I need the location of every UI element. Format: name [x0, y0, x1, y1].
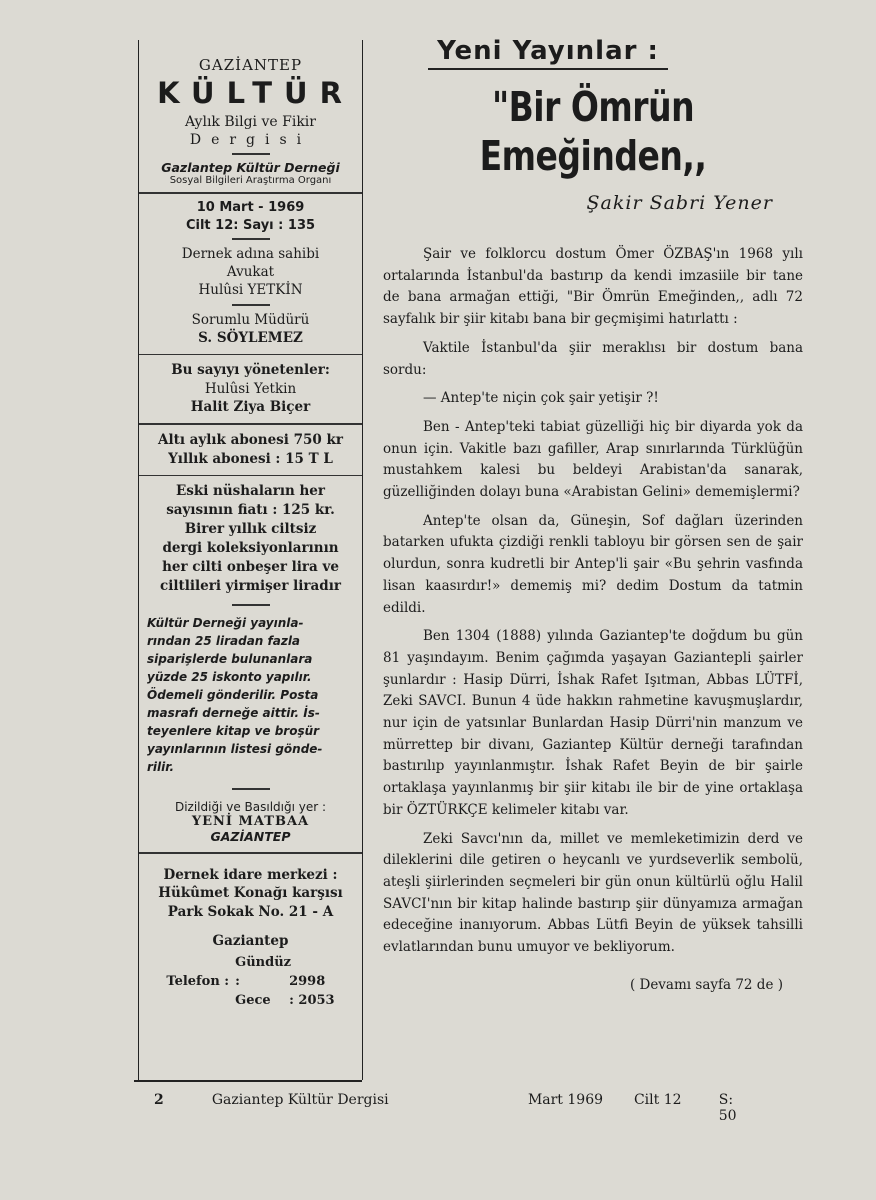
day-label: Gündüz : [235, 954, 292, 989]
article-body [383, 244, 803, 959]
divider [232, 238, 270, 240]
footer-volume: Cilt 12 [633, 1092, 682, 1108]
note-line: yüzde 25 iskonto yapılır. [147, 670, 312, 684]
divider [232, 304, 270, 306]
divider [139, 192, 362, 194]
printer-name: YENİ MATBAA [191, 814, 310, 829]
footer-issue: S: 50 [718, 1092, 737, 1124]
paragraph: Zeki Savcı'nın da, millet ve memleketimizin derd ve dileklerini dile getiren o heycanlı ve yurdseverlik sembolü, ateşli şiirlerinden seçmeleri bir gün onun kültürlü oğlu Halil SAVCI'nın bir kitap halinde bastırıp şiir dünyamıza armağan edeceğine inanıyorum. Abbas Lütfi Beyin de yüksek tahsilli evlatlarından bunu umuyor ve bekliyorum. [383, 830, 803, 956]
divider [139, 423, 362, 425]
paragraph: — Antep'te niçin çok şair yetişir ?! [423, 390, 659, 407]
night-number: : 2053 [289, 992, 335, 1008]
owner-title: Avukat [226, 263, 275, 280]
article-column [383, 36, 803, 993]
magazine-name: GAZİANTEP [198, 56, 303, 74]
article-title: "Bir Ömrün Emeğinden,, [479, 82, 707, 180]
manager-name: Halit Ziya Biçer [190, 399, 311, 415]
address-line: Park Sokak No. 21 - A [167, 903, 334, 920]
organ: Sosyal Bilgileri Araştırma Organı [169, 175, 332, 186]
divider [134, 1080, 362, 1082]
city: Gaziantep [212, 932, 289, 949]
note-line: masrafı derneğe aittir. İs- [147, 706, 320, 720]
manager-name: Hulûsi Yetkin [204, 381, 297, 397]
publisher: Gazlantep Kültür Derneği [161, 160, 340, 175]
note-line: siparişlerde bulunanlara [147, 652, 313, 666]
divider [232, 153, 270, 155]
editor-label: Sorumlu Müdürü [191, 311, 310, 328]
note-line: Ödemeli gönderilir. Posta [147, 688, 319, 702]
issue-volume: Cilt 12: Sayı : 135 [185, 217, 316, 233]
continued-note: ( Devamı sayfa 72 de ) [629, 976, 783, 993]
subscription-six-months: Altı aylık abonesi 750 kr [158, 431, 343, 448]
note-line: Kültür Derneği yayınla- [147, 616, 304, 630]
divider [139, 475, 362, 477]
magazine-title: KÜLTÜR [157, 76, 354, 110]
issue-date: 10 Mart - 1969 [196, 199, 305, 215]
owner-label: Dernek adına sahibi [181, 245, 320, 262]
note-line: teyenlere kitap ve broşür [147, 724, 320, 738]
subscription-yearly: Yıllık abonesi : 15 T L [168, 450, 333, 467]
divider [232, 604, 270, 606]
divider [139, 354, 362, 356]
managers-label: Bu sayıyı yönetenler: [171, 362, 330, 378]
paragraph: Ben 1304 (1888) yılında Gaziantep'te doğdum bu gün 81 yaşındayım. Benim çağımda yaşayan Gaziantepli şairler şunlardır : Hasip Dürri, İshak Rafet Işıtman, Abbas LÜTFİ, Zeki SAVCI. Bunun 4 üde hakkın rahmetine kavuşmuşlardır, nur için de yatsınlar Bunlardan Hasip Dürri'nin manzum ve mürrettep bir divanı, Gaziantep Kültür derneği tarafından bastırılıp yayınlanmıştır. İshak Rafet Beyin de bir şairle ortaklaşa yayınlanmış bir şiir kitabı ile bir de yine ortaklaşa bir ÖZTÜRKÇE kelimeler kitabı var. [383, 628, 803, 818]
old-issues-text: ciltlileri yirmişer liradır [160, 578, 341, 594]
old-issues-text: dergi koleksiyonlarının [162, 540, 339, 556]
paragraph: Ben - Antep'teki tabiat güzelliği hiç bir diyarda yok da onun için. Vakitle bazı gafiller, Arap sınırlarında Türklüğün mustahkem kalesi bu beldeyi Arabistan'da sanarak, güzelliğinden dolayı buna «Arabistan Gelini» dememişlermi? [383, 418, 803, 501]
print-label: Dizildiği ve Basıldığı yer : [174, 800, 327, 814]
address-label: Dernek idare merkezi : [163, 866, 338, 883]
phone-label: Telefon : [166, 973, 230, 989]
printer-city: GAZİANTEP [210, 829, 291, 844]
old-issues-text: Birer yıllık ciltsiz [184, 521, 317, 537]
note-line: rilir. [147, 760, 175, 774]
note-line: yayınlarının listesi gönde- [147, 742, 323, 756]
footer-date: Mart 1969 [527, 1092, 604, 1108]
divider [232, 788, 270, 790]
night-label: Gece [235, 992, 271, 1008]
note-line: rından 25 liradan fazla [147, 634, 301, 648]
magazine-subtitle-2: Dergisi [189, 132, 312, 148]
old-issues-text: her cilti onbeşer lira ve [162, 559, 339, 575]
address-line: Hükûmet Konağı karşısı [158, 884, 343, 901]
page-number: 2 [154, 1092, 164, 1108]
footer-journal: Gaziantep Kültür Dergisi [211, 1092, 389, 1108]
article-author: Şakir Sabri Yener [586, 192, 773, 214]
masthead-column [138, 40, 363, 1080]
phone-block [139, 953, 362, 1010]
section-heading: Yeni Yayınlar : [428, 36, 668, 70]
owner-name: Hulûsi YETKİN [198, 281, 303, 298]
editor-name: S. SÖYLEMEZ [198, 329, 303, 346]
page-footer [154, 1092, 754, 1124]
orders-note [139, 614, 362, 776]
magazine-subtitle: Aylık Bilgi ve Fikir [185, 114, 316, 130]
paragraph: Antep'te olsan da, Güneşin, Sof dağları üzerinden batarken ufukta çizdiği renkli tabloyu bir görsen sen de şair olurdun, sonra kudretli bir Antep'li şair «Bu şehrin vasfında lisan kaasırdır!» dememiş mi? dedim Dostum da tatmin edildi. [383, 512, 803, 616]
day-number: 2998 [289, 973, 326, 989]
paragraph: Vaktile İstanbul'da şiir meraklısı bir dostum bana sordu: [383, 339, 803, 378]
old-issues-text: sayısının fiatı : 125 kr. [166, 502, 335, 518]
old-issues-text: Eski nüshaların her [175, 483, 325, 499]
paragraph: Şair ve folklorcu dostum Ömer ÖZBAŞ'ın 1968 yılı ortalarında İstanbul'da bastırıp da kendi imzasiile bir tane de bana armağan ettiği, "Bir Ömrün Emeğinden,, adlı 72 sayfalık bir şiir kitabı bana bir geçmişimi hatırlattı : [383, 246, 803, 328]
divider [139, 852, 362, 854]
